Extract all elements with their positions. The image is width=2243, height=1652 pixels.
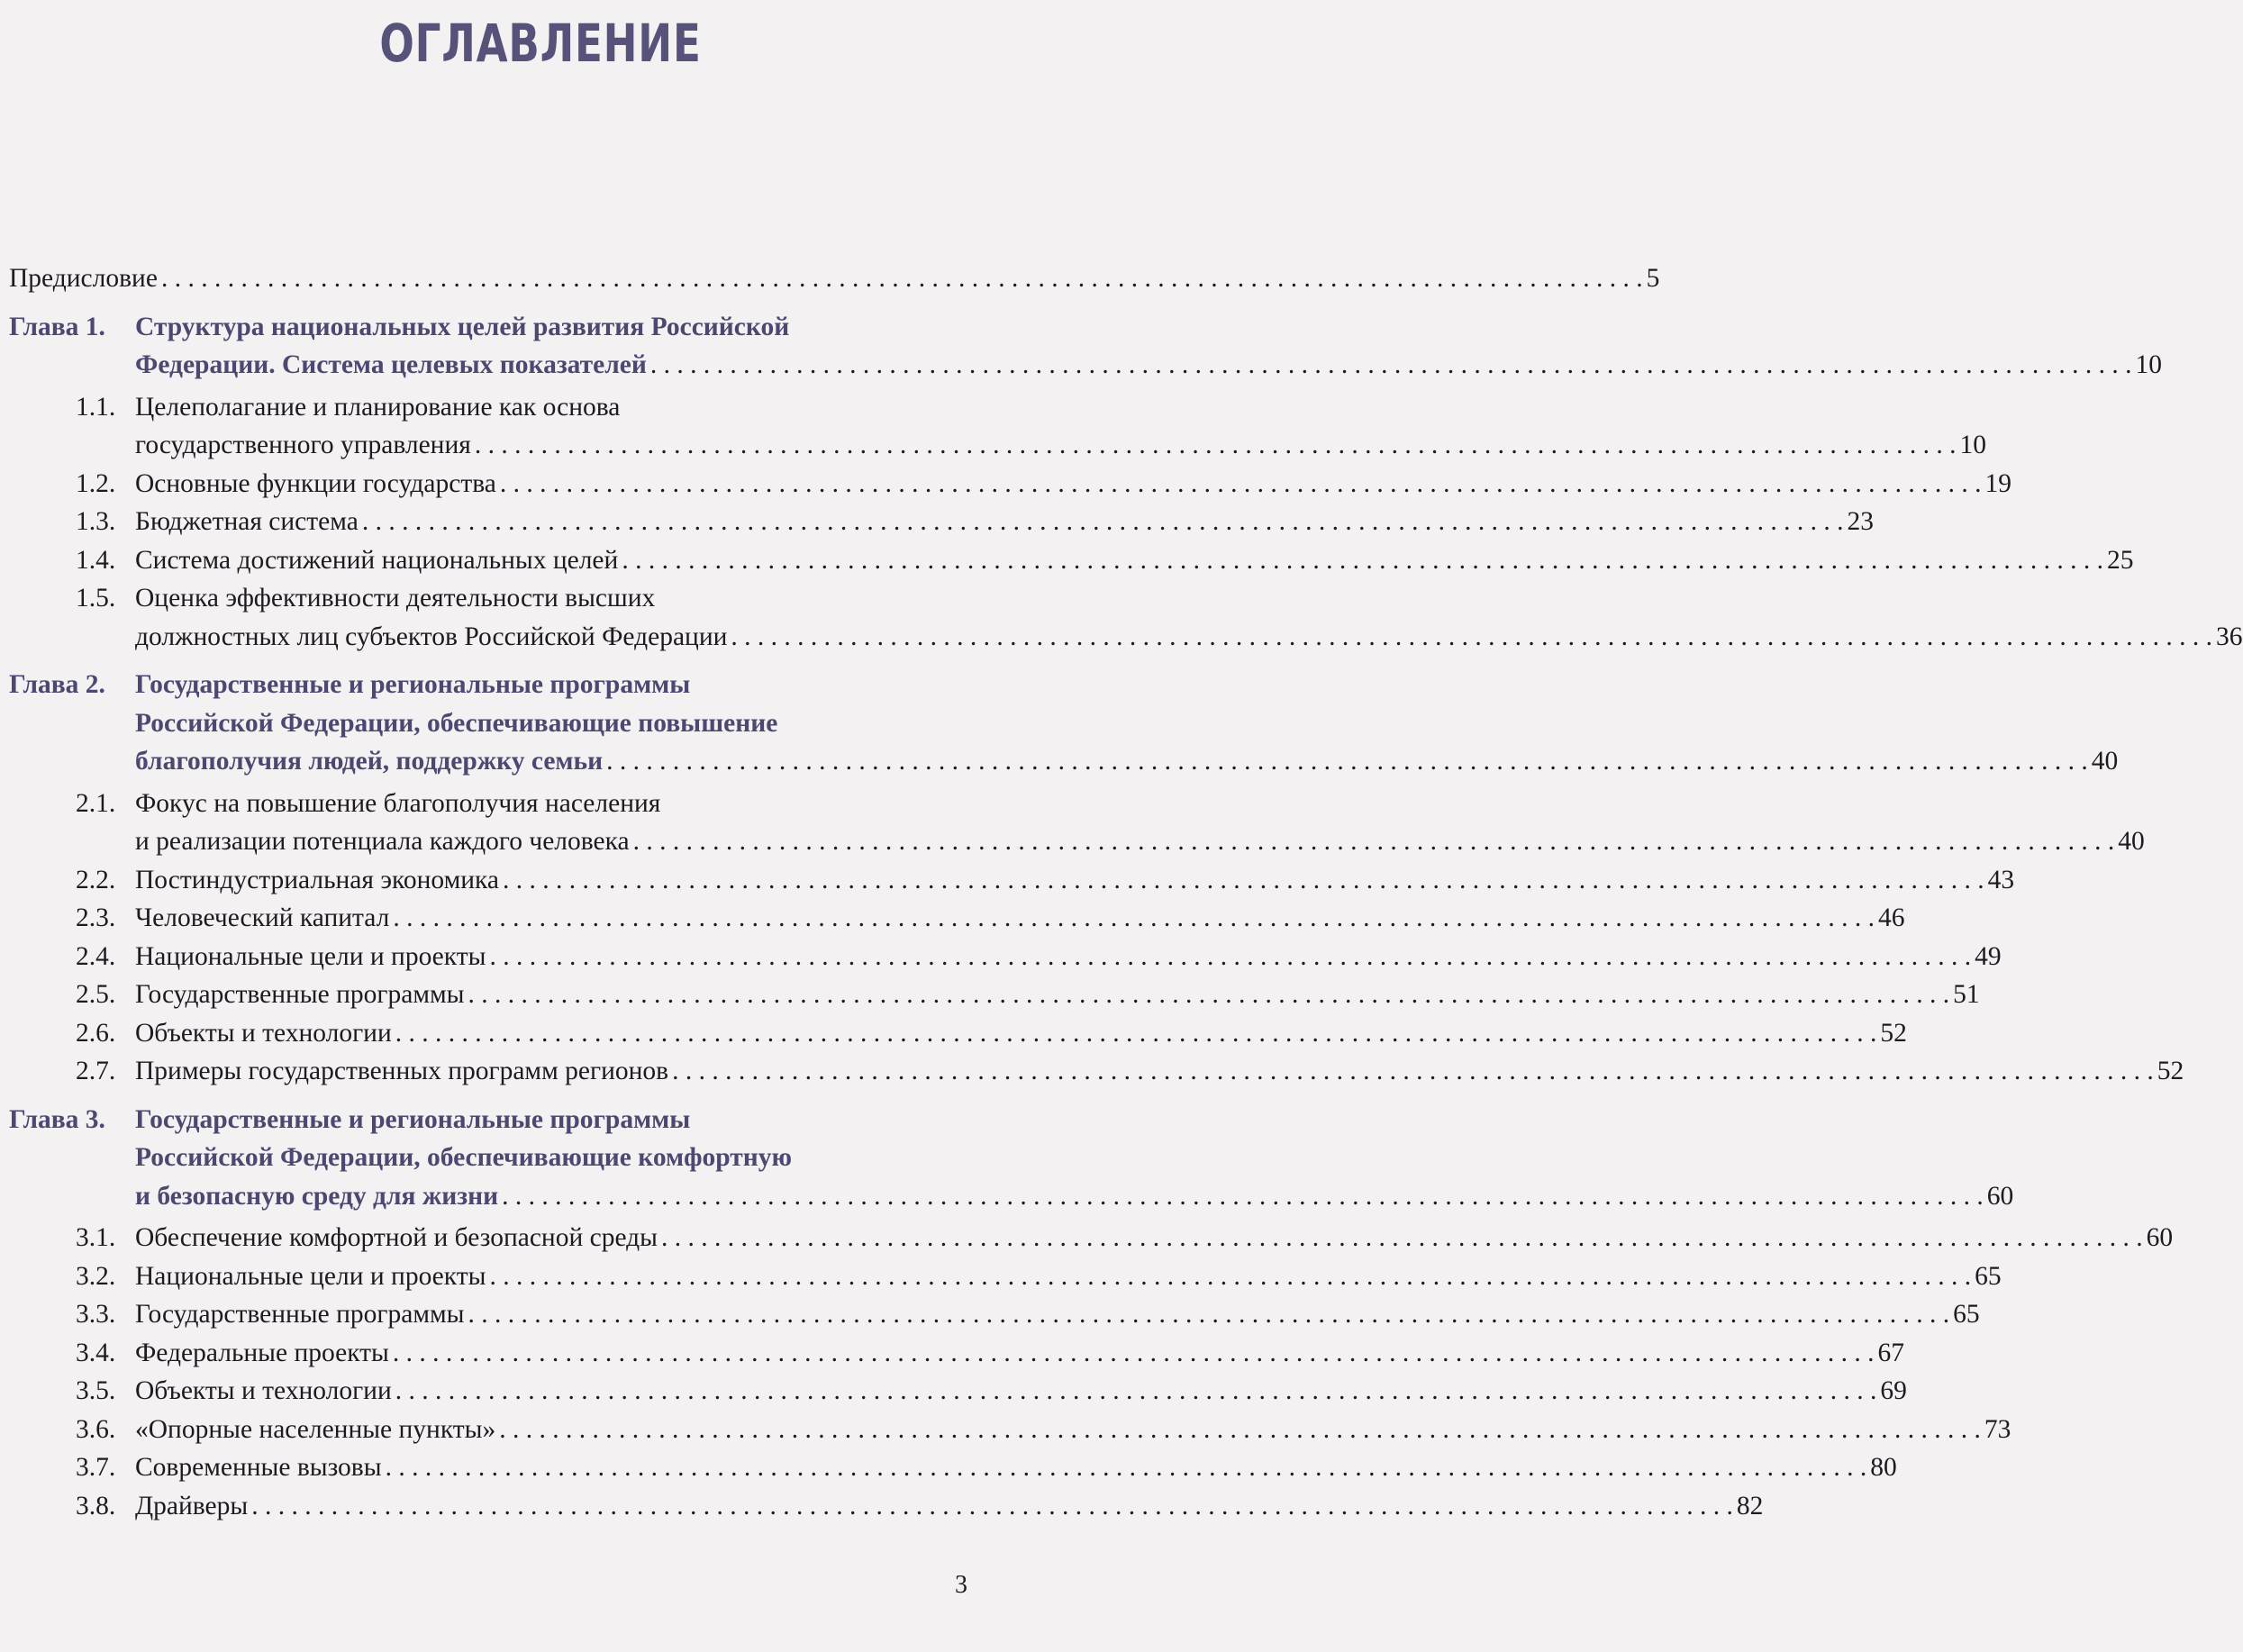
entry-last-line <box>135 861 2014 900</box>
entry-page: 49 <box>1975 941 2002 971</box>
entry-title-line: Структура национальных целей развития Российской <box>135 312 790 341</box>
entry-page: 10 <box>1959 431 1986 459</box>
dot-leader <box>393 1334 1875 1373</box>
section-number: 2.5. <box>76 980 116 1009</box>
section-title <box>135 976 1980 1014</box>
section-number: 3.1. <box>76 1223 116 1252</box>
entry-last-line <box>135 1014 1907 1053</box>
section-title <box>135 1295 1980 1334</box>
entry-title-line: Основные функции государства <box>135 468 496 498</box>
section-number: 1.2. <box>76 468 116 498</box>
section-title <box>135 1219 2173 1257</box>
toc-section[interactable] <box>9 785 2145 861</box>
section-number: 2.1. <box>76 788 116 818</box>
entry-page: 69 <box>1880 1376 1907 1405</box>
dot-leader <box>499 1411 1981 1449</box>
table-of-contents <box>9 259 2243 1525</box>
section-number: 3.2. <box>76 1261 116 1291</box>
toc-section[interactable] <box>9 388 1986 465</box>
dot-leader <box>731 618 2212 657</box>
dot-leader <box>489 938 1971 976</box>
entry-last-line <box>135 938 2002 976</box>
section-title <box>135 1052 2184 1091</box>
entry-page: 43 <box>1987 865 2015 894</box>
entry-last-line <box>135 1487 1763 1526</box>
section-number: 2.2. <box>76 865 116 894</box>
dot-leader <box>489 1257 1971 1296</box>
entry-title-line: и реализации потенциала каждого человека <box>135 827 630 856</box>
toc-chapter-2[interactable] <box>9 666 2119 781</box>
section-number: 3.5. <box>76 1376 116 1405</box>
toc-entry-preface[interactable] <box>9 259 1660 298</box>
entry-page: 25 <box>2106 545 2134 575</box>
chapter-label: Глава 2. <box>9 670 105 699</box>
toc-section[interactable] <box>9 899 1905 938</box>
entry-title-line: государственного управления <box>135 431 471 459</box>
chapter-sections <box>9 785 2184 1091</box>
dot-leader <box>502 1177 1984 1216</box>
entry-page: 51 <box>1953 980 1980 1009</box>
section-title <box>135 465 2011 504</box>
entry-title-line: Государственные программы <box>135 1300 465 1329</box>
toc-section[interactable] <box>9 541 2134 580</box>
toc-section[interactable] <box>9 579 2243 656</box>
toc-section[interactable] <box>9 861 2015 900</box>
toc-section[interactable] <box>9 1487 1764 1526</box>
dot-leader <box>672 1052 2154 1091</box>
dot-leader <box>468 976 1949 1014</box>
entry-page: 40 <box>2118 827 2145 856</box>
entry-title-line: Фокус на повышение благополучия населения <box>135 788 661 818</box>
toc-section[interactable] <box>9 1411 2011 1449</box>
entry-title-line: Государственные и региональные программы <box>135 1104 691 1134</box>
dot-leader <box>606 742 2088 781</box>
entry-title-line: Современные вызовы <box>135 1453 382 1482</box>
entry-title-line: Драйверы <box>135 1491 249 1520</box>
dot-leader <box>161 259 1643 298</box>
toc-section[interactable] <box>9 1372 1907 1411</box>
page-number: 3 <box>955 1571 967 1599</box>
section-title <box>135 1448 1897 1487</box>
page-title: ОГЛАВЛЕНИЕ <box>379 13 702 74</box>
entry-last-line <box>135 1411 2011 1449</box>
section-number: 3.4. <box>76 1338 116 1367</box>
entry-last-line <box>135 465 2011 504</box>
entry-title-line: благополучия людей, поддержку семьи <box>135 747 604 776</box>
section-number: 3.7. <box>76 1453 116 1482</box>
toc-section[interactable] <box>9 976 1980 1014</box>
entry-page: 19 <box>1984 468 2011 498</box>
toc-section[interactable] <box>9 1448 1897 1487</box>
entry-page: 60 <box>2146 1223 2174 1252</box>
entry-page: 67 <box>1877 1338 1904 1367</box>
section-title <box>135 503 1874 541</box>
section-title <box>135 541 2133 580</box>
section-title <box>135 785 2145 861</box>
entry-title-line: Федерации. Система целевых показателей <box>135 350 647 379</box>
dot-leader <box>475 426 1957 465</box>
dot-leader <box>362 503 1844 541</box>
entry-title-line: Бюджетная система <box>135 507 359 536</box>
entry-title-line: «Опорные населенные пункты» <box>135 1414 496 1444</box>
section-title <box>135 1372 1907 1411</box>
toc-chapter-3[interactable] <box>9 1101 2014 1216</box>
entry-page: 52 <box>1880 1018 1907 1048</box>
entry-page: 60 <box>1986 1181 2014 1211</box>
entry-last-line <box>135 1448 1897 1487</box>
entry-title-line: Российской Федерации, обеспечивающие повышение <box>135 708 778 738</box>
section-number: 3.6. <box>76 1414 116 1444</box>
toc-section[interactable] <box>9 1014 1907 1053</box>
chapter-title <box>135 1101 2013 1216</box>
toc-section[interactable] <box>9 1334 1904 1373</box>
section-number: 3.3. <box>76 1300 116 1329</box>
entry-last-line <box>135 426 1986 465</box>
entry-page: 36 <box>2216 622 2243 651</box>
entry-page: 52 <box>2157 1057 2184 1085</box>
section-title <box>135 579 2243 656</box>
section-title <box>135 1257 2002 1296</box>
section-number: 2.4. <box>76 941 116 971</box>
section-title <box>135 1487 1763 1526</box>
chapter-sections <box>9 388 2243 657</box>
entry-page: 82 <box>1736 1491 1764 1520</box>
entry-last-line <box>135 976 1980 1014</box>
entry-last-line <box>135 1177 2013 1216</box>
dot-leader <box>395 1372 1877 1411</box>
toc-section[interactable] <box>9 1295 1980 1334</box>
section-title <box>135 1014 1907 1053</box>
dot-leader <box>251 1487 1733 1526</box>
entry-last-line <box>135 1219 2173 1257</box>
section-number: 2.7. <box>76 1057 116 1085</box>
dot-leader <box>622 541 2103 580</box>
section-number: 2.6. <box>76 1018 116 1048</box>
entry-page: 65 <box>1953 1300 1980 1329</box>
toc-section[interactable] <box>9 1257 2002 1296</box>
entry-title-line: Система достижений национальных целей <box>135 545 619 575</box>
entry-title-line: Государственные программы <box>135 980 465 1009</box>
chapter-sections <box>9 1219 2174 1525</box>
section-number: 1.3. <box>76 507 116 536</box>
entry-title-line: Постиндустриальная экономика <box>135 865 499 894</box>
entry-page: 23 <box>1847 507 1874 536</box>
entry-page: 46 <box>1878 903 1905 932</box>
entry-last-line <box>135 1257 2002 1296</box>
dot-leader <box>500 465 1982 504</box>
entry-page: 65 <box>1975 1261 2002 1291</box>
entry-label: Предисловие <box>9 264 158 293</box>
entry-title-line: Национальные цели и проекты <box>135 941 486 971</box>
section-number: 1.5. <box>76 584 116 613</box>
entry-title-line: Национальные цели и проекты <box>135 1261 486 1291</box>
dot-leader <box>386 1448 1867 1487</box>
chapter-title <box>135 308 2162 385</box>
entry-page: 80 <box>1870 1453 1897 1482</box>
entry-title-line: Федеральные проекты <box>135 1338 389 1367</box>
toc-section[interactable] <box>9 1052 2184 1091</box>
entry-last-line <box>135 503 1874 541</box>
section-number: 2.3. <box>76 903 116 932</box>
entry-title-line: Целеполагание и планирование как основа <box>135 392 621 422</box>
entry-last-line <box>135 742 2118 781</box>
entry-title-line: Российской Федерации, обеспечивающие комфортную <box>135 1143 793 1172</box>
section-number: 1.1. <box>76 392 116 422</box>
entry-last-line <box>135 1372 1907 1411</box>
dot-leader <box>633 822 2115 861</box>
dot-leader <box>503 861 1984 900</box>
entry-last-line <box>135 899 1905 938</box>
section-title <box>135 938 2002 976</box>
entry-title-line: Человеческий капитал <box>135 903 390 932</box>
entry-last-line <box>135 1334 1904 1373</box>
entry-title-line: должностных лиц субъектов Российской Федерации <box>135 622 728 651</box>
entry-title-line: Примеры государственных программ регионов <box>135 1057 669 1085</box>
dot-leader <box>395 1014 1877 1053</box>
entry-title-line: Оценка эффективности деятельности высших <box>135 584 656 613</box>
toc-section[interactable] <box>9 938 2002 976</box>
chapter-title <box>135 666 2118 781</box>
entry-last-line <box>135 346 2162 385</box>
dot-leader <box>650 346 2132 385</box>
entry-page: 5 <box>1646 264 1660 293</box>
entry-last-line <box>135 822 2145 861</box>
dot-leader <box>661 1219 2143 1257</box>
section-title <box>135 388 1986 465</box>
entry-title-line: Обеспечение комфортной и безопасной среды <box>135 1223 658 1252</box>
section-title <box>135 899 1905 938</box>
chapter-label: Глава 3. <box>9 1104 105 1134</box>
entry-last-line <box>135 1052 2184 1091</box>
toc-section[interactable] <box>9 503 1874 541</box>
chapter-label: Глава 1. <box>9 312 105 341</box>
toc-section[interactable] <box>9 465 2011 504</box>
entry-page: 40 <box>2091 747 2119 776</box>
entry-page: 10 <box>2135 350 2163 379</box>
section-number: 1.4. <box>76 545 116 575</box>
toc-chapter-1[interactable] <box>9 308 2163 385</box>
section-number: 3.8. <box>76 1491 116 1520</box>
section-title <box>135 1411 2011 1449</box>
entry-last-line <box>135 541 2133 580</box>
entry-page: 73 <box>1984 1414 2011 1444</box>
entry-title-line: и безопасную среду для жизни <box>135 1181 499 1211</box>
entry-last-line <box>135 618 2243 657</box>
section-title <box>135 1334 1904 1373</box>
entry-title-line: Государственные и региональные программы <box>135 670 691 699</box>
dot-leader <box>468 1295 1949 1334</box>
section-title <box>135 861 2014 900</box>
entry-title-line: Объекты и технологии <box>135 1376 392 1405</box>
entry-last-line <box>135 1295 1980 1334</box>
entry-title-line: Объекты и технологии <box>135 1018 392 1048</box>
dot-leader <box>393 899 1875 938</box>
toc-section[interactable] <box>9 1219 2174 1257</box>
